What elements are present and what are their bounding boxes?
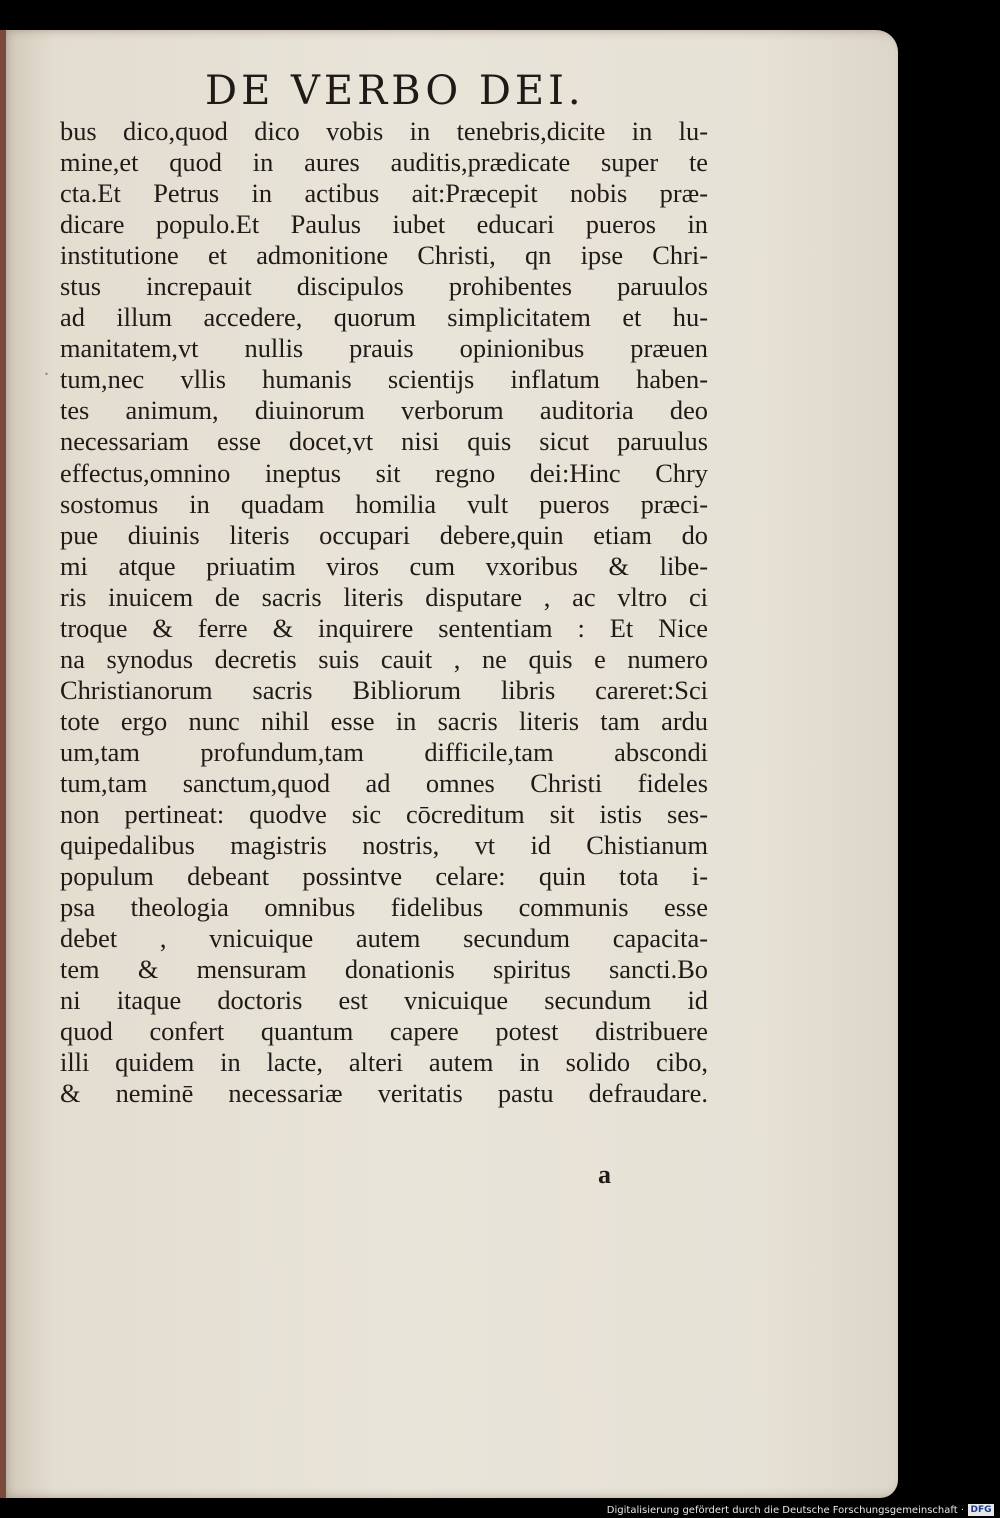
dfg-logo: DFG <box>968 1504 994 1516</box>
page-binding-edge <box>0 30 6 1498</box>
text-line: psa theologia omnibus fidelibus communis esse <box>60 892 708 923</box>
text-line: bus dico,quod dico vobis in tenebris,dicite in lu- <box>60 116 708 146</box>
text-line: quipedalibus magistris nostris, vt id Chistianum <box>60 830 708 861</box>
margin-mark: . <box>44 358 49 380</box>
text-line: ni itaque doctoris est vnicuique secundum id <box>60 985 708 1016</box>
text-line: tum,tam sanctum,quod ad omnes Christi fideles <box>60 767 708 798</box>
text-line: ad illum accedere, quorum simplicitatem et hu- <box>60 302 708 333</box>
text-line: mi atque priuatim viros cum vxoribus & libe- <box>60 550 708 581</box>
text-line: quod confert quantum capere potest distribuere <box>60 1016 708 1047</box>
running-head: DE VERBO DEI. <box>205 68 585 114</box>
text-line: ris inuicem de sacris literis disputare , ac vltro ci <box>60 581 708 612</box>
text-line: necessariam esse docet,vt nisi quis sicut paruulus <box>60 426 708 457</box>
body-text <box>60 116 708 1110</box>
text-line: tum,nec vllis humanis scientijs inflatum haben- <box>60 364 708 395</box>
text-line: tote ergo nunc nihil esse in sacris literis tam ardu <box>60 705 708 736</box>
text-line: effectus,omnino ineptus sit regno dei:Hinc Chry <box>60 457 708 488</box>
text-line: dicare populo.Et Paulus iubet educari pueros in <box>60 209 708 240</box>
signature-mark: a <box>598 1160 611 1189</box>
text-line: institutione et admonitione Christi, qn ipse Chri- <box>60 240 708 271</box>
text-line: stus increpauit discipulos prohibentes paruulos <box>60 271 708 302</box>
text-line: cta.Et Petrus in actibus ait:Præcepit nobis præ- <box>60 178 708 209</box>
text-line: & neminē necessariæ veritatis pastu defraudare. <box>60 1078 708 1109</box>
text-line: tem & mensuram donationis spiritus sancti.Bo <box>60 954 708 985</box>
text-line: na synodus decretis suis cauit , ne quis e numero <box>60 643 708 674</box>
text-line: illi quidem in lacte, alteri autem in solido cibo, <box>60 1047 708 1078</box>
text-line: sostomus in quadam homilia vult pueros præci- <box>60 488 708 519</box>
text-line: non pertineat: quodve sic cōcreditum sit istis ses- <box>60 799 708 830</box>
text-line: um,tam profundum,tam difficile,tam abscondi <box>60 736 708 767</box>
text-line: pue diuinis literis occupari debere,quin etiam do <box>60 519 708 550</box>
text-line: manitatem,vt nullis prauis opinionibus præuen <box>60 333 708 364</box>
text-line: populum debeant possintve celare: quin tota i- <box>60 861 708 892</box>
text-line: debet , vnicuique autem secundum capacita- <box>60 923 708 954</box>
text-line: tes animum, diuinorum verborum auditoria deo <box>60 395 708 426</box>
text-line: Christianorum sacris Bibliorum libris careret:Sci <box>60 674 708 705</box>
text-line: mine,et quod in aures auditis,prædicate super te <box>60 147 708 178</box>
text-line: troque & ferre & inquirere sententiam : Et Nice <box>60 612 708 643</box>
funding-credit: Digitalisierung gefördert durch die Deutsche Forschungsgemeinschaft · <box>606 1505 964 1516</box>
